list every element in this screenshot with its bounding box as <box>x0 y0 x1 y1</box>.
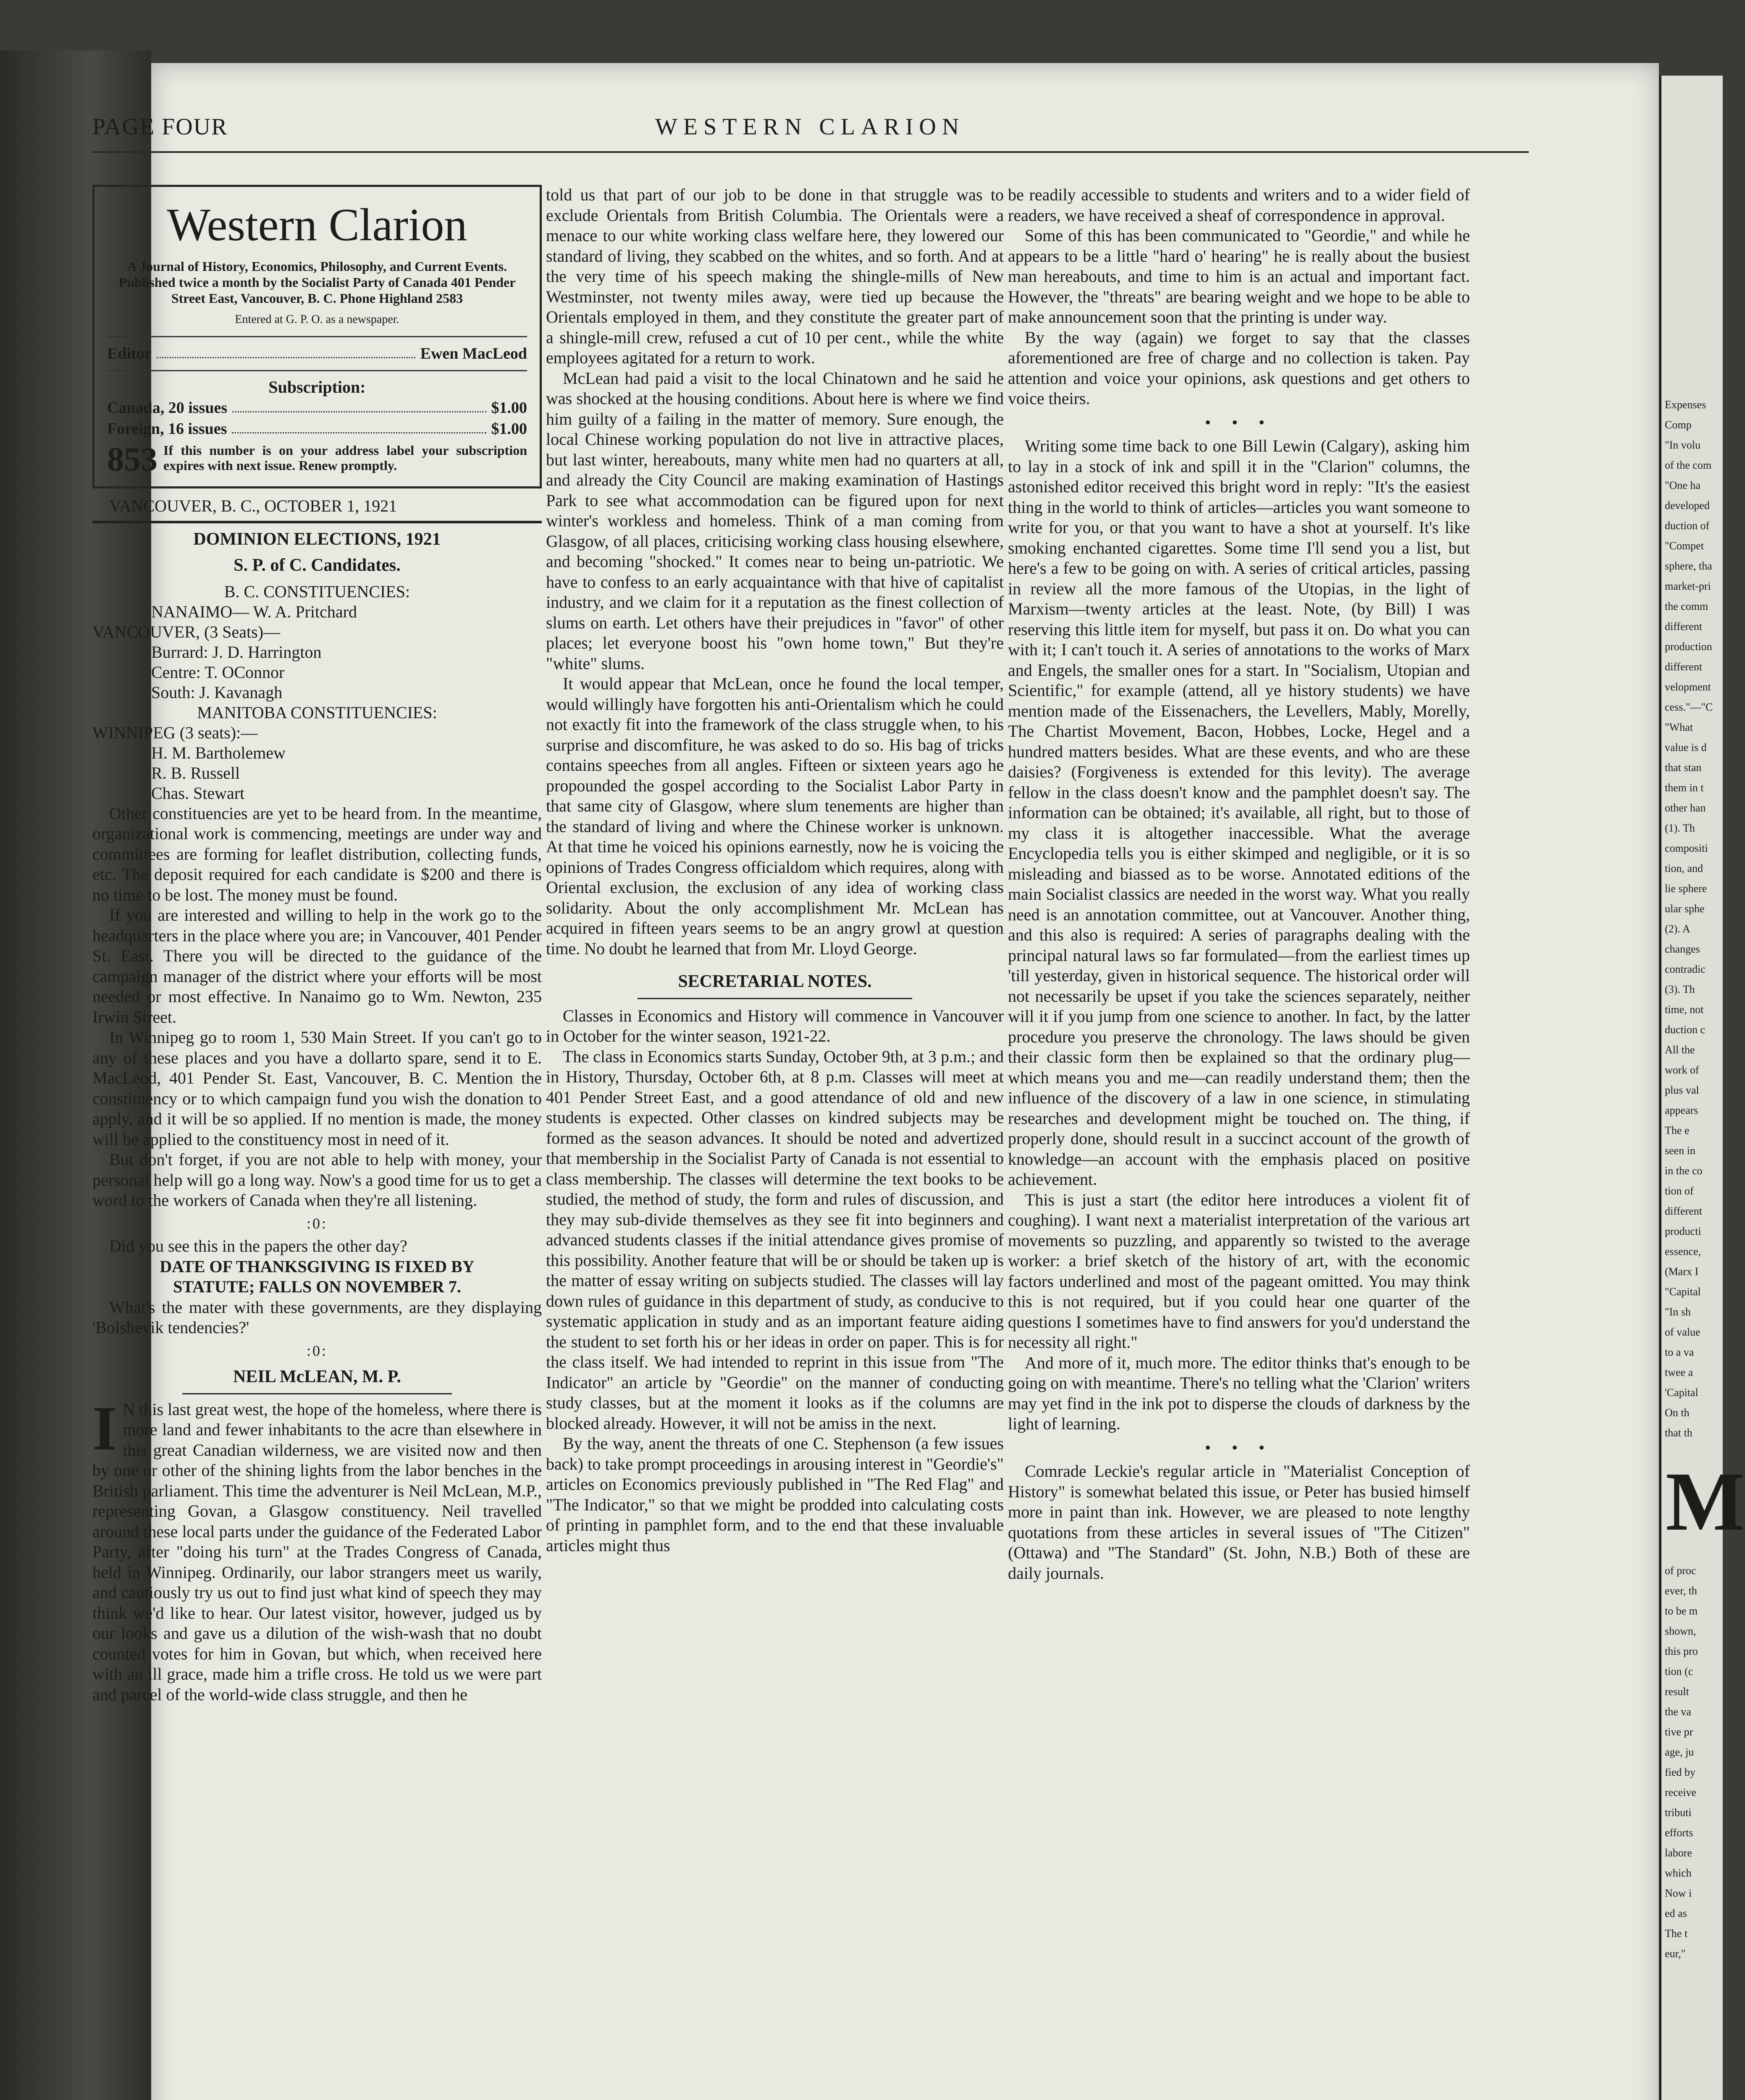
adjacent-page-fragment: (3). Th <box>1665 983 1695 995</box>
page-header <box>92 113 1588 147</box>
adjacent-page-fragment: cess."—"C <box>1665 701 1713 713</box>
adjacent-page-fragment: in the co <box>1665 1165 1703 1177</box>
adjacent-page-fragment: receive <box>1665 1786 1697 1798</box>
adjacent-page-fragment: tion (c <box>1665 1665 1693 1677</box>
editor-label: Editor <box>107 344 152 362</box>
adjacent-page-fragment: changes <box>1665 943 1700 955</box>
article-heading: DOMINION ELECTIONS, 1921 <box>193 529 441 549</box>
adjacent-page-fragment: developed <box>1665 499 1710 512</box>
article-heading: NEIL McLEAN, M. P. <box>233 1367 401 1386</box>
publisher-info: Published twice a month by the Socialist Party of Canada 401 Pender Street East, Vancouver, B. C. Phone Highland 2583 <box>118 275 516 306</box>
adjacent-page-fragment: this pro <box>1665 1645 1698 1657</box>
paragraph: told us that part of our job to be done in that struggle was to exclude Orientals from British Columbia. The Orientals were a menace to our white working class welfare here, they lowered our standard of living, they scabbed on the whites, and so forth. And at the very time of his speech making the shingle-mills of New Westminster, not twenty miles away, were tied up because the Orientals employed in them, and they constitute the greater part of a shingle-mill crew, refused a cut of 10 per cent., while the white employees agitated for a return to work. <box>546 185 1004 367</box>
paragraph: Other constituencies are yet to be heard from. In the meantime, organizational work is commencing, meetings are under way and committees are forming for leaflet distribution, collecting funds, etc. The deposit required for each candidate is $200 and there is no time to be lost. The money must be found. <box>92 803 542 904</box>
adjacent-page-fragment: On th <box>1665 1407 1690 1419</box>
adjacent-page-fragment: plus val <box>1665 1084 1699 1096</box>
adjacent-page-fragment: seen in <box>1665 1144 1695 1157</box>
paragraph: Writing some time back to one Bill Lewin (Calgary), asking him to lay in a stock of ink and spill it in the "Clarion" columns, the astonished editor received this bright word in reply: "It's the easiest thing in the world to think of articles—articles you want someone to write for you, or that you want to have a shot at yourself. It's like smoking enchanted cigarettes. Some time I'll send you a list, but here's a few to be going on with. A series of critical articles, passing in review all the more famous of the Utopias, in the light of Marxism—twenty articles at the least. Note, (by Bill) I was reserving this little item for myself, but pass it on. Do what you can with it; I can't touch it. A series of annotations to the works of Marx and Engels, the smaller ones for a start. In "Socialism, Utopian and Scientific," for example (attend, all ye history students) we have mention made of the Eissenachers, the Levellers, Mably, Morelly, The Chartist Movement, Bacon, Hobbes, Locke, Hegel and a hundred matters besides. What are these events, and who are these daisies? (Forgiveness is extended for this levity). The average fellow in the class doesn't know and the pamphlet doesn't say. The information can be obtained; it's available, all right, but to those of my class it is altogether inaccessible. What the average Encyclopedia tells you is either skimped and negligible, or it is so misleading and biassed as to be worse. Annotated editions of the main Socialist classics are needed in the worst way. What you really need is an annotation committee, out at Vancouver. Another thing, and this also is required: A series of paragraphs dealing with the principal natural laws so far formulated—from the earliest times up 'till yesterday, given in historical sequence. The historical order will not necessarily be upset if you take the sciences separately, neither will it if you jump from one science to another. In fact, by the latter procedure you preserve the chronology. The laws should be given their classic form then be explained so that the ordinary plug—which means you and me—can readily understand them; then the influence of the discovery of a law in one science, in stimulating researches and development might be touched on. The thing, if properly done, should result in a succinct account of the growth of knowledge—an account with the emphasis placed on positive achievement. <box>1008 436 1470 1189</box>
adjacent-page-fragment: "What <box>1665 721 1693 733</box>
adjacent-page-fragment: (Marx I <box>1665 1265 1699 1278</box>
paragraph: What's the mater with these governments, are they displaying 'Bolshevik tendencies?' <box>92 1297 542 1337</box>
adjacent-page-fragment: eur," <box>1665 1948 1686 1960</box>
adjacent-page-fragment: the va <box>1665 1706 1691 1718</box>
adjacent-page-fragment: compositi <box>1665 842 1708 854</box>
adjacent-page-fragment: lie sphere <box>1665 882 1707 895</box>
adjacent-page-fragment: different <box>1665 1205 1703 1217</box>
adjacent-page-fragment: labore <box>1665 1847 1692 1859</box>
adjacent-page-fragment: of the com <box>1665 459 1712 471</box>
adjacent-page-fragment: to a va <box>1665 1346 1694 1358</box>
adjacent-page-fragment: sphere, tha <box>1665 560 1712 572</box>
adjacent-page-fragment: "Compet <box>1665 540 1704 552</box>
candidate-list: B. C. CONSTITUENCIES: NANAIMO— W. A. Pritchard VANCOUVER, (3 Seats)— Burrard: J. D. Harrington Centre: T. OConnor South: J. Kavanagh MANITOBA CONSTITUENCIES: WINNIPEG (3 seats):— H. M. Bartholemew R. B. Russell Chas. Stewart <box>92 582 437 803</box>
adjacent-page-fragment: age, ju <box>1665 1746 1694 1758</box>
article-heading: SECRETARIAL NOTES. <box>678 972 872 991</box>
adjacent-page-fragment: (2). A <box>1665 923 1690 935</box>
adjacent-page-fragment: "One ha <box>1665 479 1700 491</box>
adjacent-page-fragment: twee a <box>1665 1366 1693 1378</box>
adjacent-page-fragment: work of <box>1665 1064 1699 1076</box>
adjacent-page-fragment: the comm <box>1665 600 1708 612</box>
section-break: • • • <box>1204 1438 1273 1457</box>
adjacent-page-fragment: All the <box>1665 1044 1695 1056</box>
renewal-notice <box>107 443 527 476</box>
paragraph: Comrade Leckie's regular article in "Materialist Conception of History" is somewhat belated this issue, or Peter has busied himself more in paint than ink. However, we are pleased to note lengthy quotations from these articles in several issues of "The Citizen" (Ottawa) and "The Standard" (St. John, N.B.) Both of these are daily journals. <box>1008 1462 1470 1583</box>
adjacent-page-fragment: contradic <box>1665 963 1706 975</box>
running-masthead: WESTERN CLARION <box>655 114 965 140</box>
editor-name: Ewen MacLeod <box>420 344 527 362</box>
paragraph: In Winnipeg go to room 1, 530 Main Street. If you can't go to any of these places and you have a dollarto spare, send it to E. MacLeod, 401 Pender St. East, Vancouver, B. C. Mention the constituency or to which campaign fund you wish the donation to apply, and it will be so applied. If no mention is made, the money will be applied to the constituency most in need of it. <box>92 1028 542 1149</box>
article-subheading: S. P. of C. Candidates. <box>234 556 401 575</box>
adjacent-page-fragment: ular sphe <box>1665 903 1705 915</box>
column-3 <box>1008 185 1470 1583</box>
adjacent-page-fragment: different <box>1665 620 1703 633</box>
adjacent-page-fragment: ed as <box>1665 1907 1687 1919</box>
paragraph: I N this last great west, the hope of the homeless, where there is more land and fewer inhabitants to the acre than elsewhere in this great Canadian wilderness, we are visited now and then by one or other of the shining lights from the labor benches in the British parliament. This time the adventurer is Neil McLean, M.P., representing Govan, a Glasgow constituency. Neil travelled around these local parts under the guidance of the Federated Labor Party, after "doing his turn" at the Trades Congress of Canada, held in Winnipeg. Ordinarily, our labor strangers meet us warily, and cautiously try us out to find just what kind of speech they may think we'd like to hear. Our latest visitor, however, judged us by our looks and gave us a dilution of the wish-wash that no doubt counted votes for him in Govan, but which, when received here with an ill grace, made him a trifle cross. He told us we were part and parcel of the world-wide class struggle, and then he <box>92 1393 542 1704</box>
paragraph: And more of it, much more. The editor thinks that's enough to be going on with meantime. There's no telling what the 'Clarion' writers may yet find in the ink pot to disperse the clouds of darkness by the light of learning. <box>1008 1353 1470 1433</box>
adjacent-page-fragment: velopment <box>1665 681 1711 693</box>
adjacent-page-fragment: efforts <box>1665 1827 1693 1839</box>
adjacent-page-fragment: different <box>1665 661 1703 673</box>
adjacent-drop-cap: M <box>1666 1455 1745 1548</box>
adjacent-page-fragment: Now i <box>1665 1887 1692 1899</box>
adjacent-page-fragment: appears <box>1665 1104 1698 1116</box>
adjacent-page-fragment: tion of <box>1665 1185 1694 1197</box>
dateline: VANCOUVER, B. C., OCTOBER 1, 1921 <box>109 496 397 515</box>
column-1 <box>92 185 542 1705</box>
paragraph: By the way (again) we forget to say that the classes aforementioned are free of charge and no collection is taken. Pay attention and voice your opinions, ask questions and get others to voice theirs. <box>1008 328 1470 408</box>
adjacent-page-fragment: "In sh <box>1665 1306 1691 1318</box>
divider: :0: <box>306 1215 328 1232</box>
subscription-heading: Subscription: <box>268 377 366 396</box>
adjacent-page-fragment: duction of <box>1665 520 1710 532</box>
paragraph: But don't forget, if you are not able to help with money, your personal help will go a long way. Now's a good time for us to get a word to the workers of Canada when they're all listening. <box>92 1150 542 1210</box>
adjacent-page-fragment: ever, th <box>1665 1585 1697 1597</box>
adjacent-page-fragment: them in t <box>1665 782 1704 794</box>
divider: :0: <box>306 1342 328 1359</box>
paragraph: It would appear that McLean, once he found the local temper, would willingly have forgotten his anti-Orientalism which he could not exactly fit into the framework of the class struggle when, to his surprise and discomfiture, he was asked to do so. His bag of tricks contains speeches from all angles. Fifteen or sixteen years ago he propounded the gospel according to the Socialist Labor Party in that same city of Glasgow, where slum tenements are higher than the standard of living and where the Chinese worker is unknown. At that time he voiced his opinions earnestly, now he is voicing the opinions of Trades Congress officialdom which requires, along with Oriental exclusion, the exclusion of any idea of working class solidarity. About the only accomplishment Mr. McLean has acquired in fifteen years seems to be an angry growl at question time. No doubt he learned that from Mr. Lloyd George. <box>546 674 1004 958</box>
paper-title: Western Clarion <box>167 199 467 250</box>
page-number: PAGE FOUR <box>92 114 228 140</box>
adjacent-page-fragment: shown, <box>1665 1625 1696 1637</box>
column-2 <box>546 185 1004 1556</box>
adjacent-page-fragment: market-pri <box>1665 580 1711 592</box>
adjacent-page-fragment: other han <box>1665 802 1706 814</box>
paragraph: By the way, anent the threats of one C. Stephenson (a few issues back) to take prompt proceedings in arousing interest in "Geordie's" articles on Economics previously published in "The Red Flag" and "The Indicator," so that we might be prodded into calculating costs of printing in pamphlet form, and to the end that these invaluable articles might thus <box>546 1434 1004 1555</box>
adjacent-page-fragment: which <box>1665 1867 1692 1879</box>
paper-subtitle: A Journal of History, Economics, Philosophy, and Current Events. <box>127 259 507 274</box>
adjacent-page-fragment: (1). Th <box>1665 822 1695 834</box>
quoted-headline: STATUTE; FALLS ON NOVEMBER 7. <box>173 1277 461 1296</box>
adjacent-page-fragment: to be m <box>1665 1605 1698 1617</box>
paragraph: Some of this has been communicated to "Geordie," and while he appears to be a little "hard o' hearing" he is really about the busiest man hereabouts, and time to him is an actual and important fact. However, the "threats" are bearing weight and we hope to be able to make announcement soon that the printing is under way. <box>1008 226 1470 326</box>
adjacent-page-fragment: that th <box>1665 1427 1693 1439</box>
adjacent-page-edge <box>1659 76 1745 2100</box>
paragraph: be readily accessible to students and writers and to a wider field of readers, we have received a sheaf of correspondence in approval. <box>1008 185 1470 225</box>
rate-row: Canada, 20 issues $1.00 <box>107 397 527 418</box>
adjacent-page-fragment: The t <box>1665 1927 1688 1940</box>
adjacent-page-fragment: Expenses <box>1665 399 1706 411</box>
adjacent-page-fragment: result <box>1665 1685 1689 1698</box>
notice-text: If this number is on your address label your subscription expires with next issue. Renew promptly. <box>163 443 527 473</box>
adjacent-page-fragment: essence, <box>1665 1245 1701 1257</box>
adjacent-page-fragment: "In volu <box>1665 439 1700 451</box>
editor-row <box>107 343 527 364</box>
adjacent-page-fragment: The e <box>1665 1124 1690 1137</box>
notice-number: 853 <box>107 441 157 478</box>
postal-entry: Entered at G. P. O. as a newspaper. <box>235 313 399 326</box>
rate-row: Foreign, 16 issues $1.00 <box>107 418 527 439</box>
adjacent-page-fragment: value is d <box>1665 741 1707 753</box>
paragraph: The class in Economics starts Sunday, October 9th, at 3 p.m.; and in History, Thursday, October 6th, at 8 p.m. Classes will meet at 401 Pender Street East, and a good attendance of old and new students is expected. Other classes on kindred subjects may be formed as the season advances. It should be noted and advertized that membership in the Socialist Party of Canada is not essential to class membership. The classes will determine the text books to be studied, the method of study, the form and rules of discussion, and they may sub-divide themselves as they see fit into beginners and advanced students classes if the initial attendance gives promise of this possibility. Another feature that will be or should be taken up is the matter of essay writing on subjects studied. The classes will lay down rules of guidance in this department of study, as conducive to systematic application in study and as an important feature aiding the student to set forth his or her ideas in order on paper. This is for the class itself. We had intended to reprint in this issue from "The Indicator" an article by "Geordie" on the manner of conducting study classes, but at the moment it looks as if the columns are blocked already. However, it will not be amiss in the next. <box>546 1047 1004 1433</box>
adjacent-page-fragment: Comp <box>1665 419 1692 431</box>
adjacent-page-fragment: that stan <box>1665 761 1702 774</box>
adjacent-page-fragment: production <box>1665 640 1712 653</box>
adjacent-page-fragment: tive pr <box>1665 1726 1693 1738</box>
adjacent-page-fragment: tributi <box>1665 1806 1692 1819</box>
adjacent-page-fragment: fied by <box>1665 1766 1695 1778</box>
quoted-headline: DATE OF THANKSGIVING IS FIXED BY <box>160 1257 475 1276</box>
paragraph: Classes in Economics and History will commence in Vancouver in October for the winter season, 1921-22. <box>546 1006 1004 1045</box>
paragraph: This is just a start (the editor here introduces a violent fit of coughing). I want next a materialist interpretation of the various art movements so puzzling, and apparently so twisted to the average worker: a brief sketch of the history of art, with the economic factors underlined and most of the pageant omitted. You may think this is not required, but if you could hear one quarter of the questions I sometimes have to find answers for you'd understand the necessity all right." <box>1008 1190 1470 1352</box>
adjacent-page-fragment: of value <box>1665 1326 1700 1338</box>
masthead-box <box>92 185 542 488</box>
adjacent-page-fragment: duction c <box>1665 1024 1706 1036</box>
header-rule <box>92 151 1529 153</box>
adjacent-page-fragment: of proc <box>1665 1564 1696 1577</box>
adjacent-page-fragment: time, not <box>1665 1003 1704 1016</box>
paragraph: If you are interested and willing to help in the work go to the headquarters in the place where you are; in Vancouver, 401 Pender St. East. There you will be directed to the guidance of the campaign manager of the district where your efforts will be most needed or most effective. In Nanaimo go to Wm. Newton, 235 Irwin Street. <box>92 906 542 1026</box>
adjacent-page-fragment: producti <box>1665 1225 1701 1237</box>
adjacent-page-fragment: 'Capital <box>1665 1386 1698 1399</box>
drop-cap: I <box>92 1393 117 1463</box>
adjacent-page-fragment: "Capital <box>1665 1286 1701 1298</box>
section-break: • • • <box>1204 412 1273 432</box>
paragraph: McLean had paid a visit to the local Chinatown and he said he was shocked at the housing conditions. About here is where we find him guilty of a failing in the matter of memory. Sure enough, the local Chinese working population do not live in attractive places, but last winter, hereabouts, many white men had no quarters at all, and already the City Council are making examination of Hastings Park to see what accommodation can be figured upon for next winter's workless and homeless. Think of a man coming from Glasgow, of all places, criticising working class housing elsewhere, and becoming "shocked." It comes near to being un-patriotic. We have to confess to an early acquaintance with that hive of capitalist industry, and we claim for it a reputation as the finest collection of slums on earth. Let others have their prejudices in "favor" of other places; let everyone boost his "own home town," But they're "white" slums. <box>546 368 1004 673</box>
paragraph: Did you see this in the papers the other day? <box>109 1236 407 1255</box>
adjacent-page-fragment: tion, and <box>1665 862 1703 874</box>
